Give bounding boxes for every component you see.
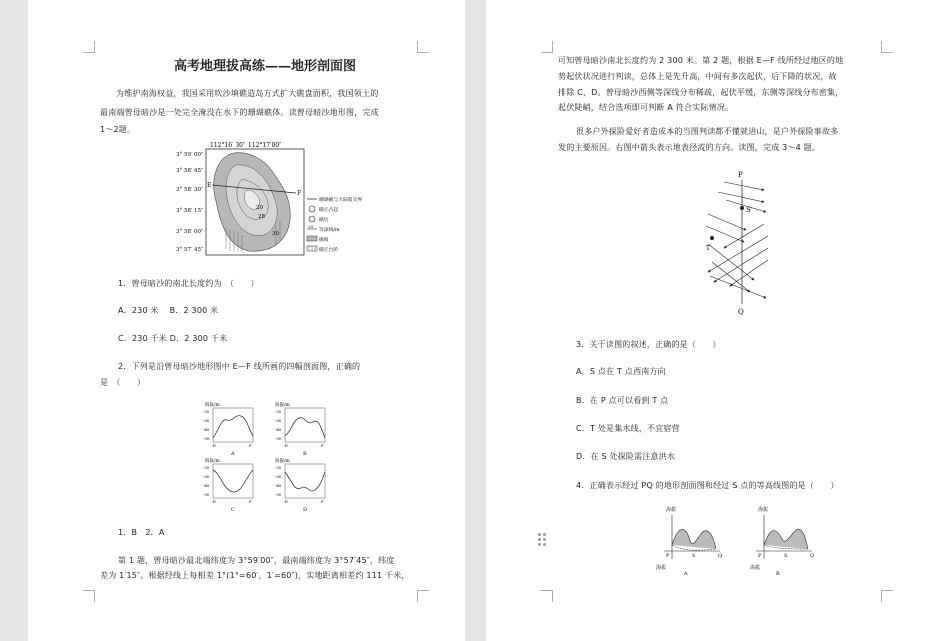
q3-option: B．在 P 点可以看到 T 点 <box>576 396 669 405</box>
lon-label: 112°16′ 30″ <box>210 142 246 149</box>
profile-chart-a <box>203 401 253 457</box>
legend-item: 珊瑚礁与大陆架交界 <box>319 198 363 203</box>
q3-option: A．S 点在 T 点西南方向 <box>576 367 666 376</box>
x-axis-label: 海拔 <box>656 565 667 571</box>
lat-label: 3° 58′ 00″ <box>176 229 204 235</box>
axis-title: 海拔/m <box>205 403 220 408</box>
point-label: Q <box>810 553 815 559</box>
point-t-marker <box>710 236 714 240</box>
end-label: E <box>213 443 216 448</box>
q3-stem: 3．关于读图的叙述，正确的是（ ） <box>576 340 721 349</box>
legend-item: 等深线/m <box>319 228 340 233</box>
axis-title: 海拔/m <box>275 459 290 464</box>
crop-mark <box>541 41 553 53</box>
answer-line: 1．B 2．A <box>118 528 165 537</box>
point-s: S <box>746 206 751 214</box>
profile-label: B <box>303 451 307 457</box>
tick-label: -40 <box>203 427 210 432</box>
q4-figure-a <box>656 506 722 577</box>
tick-label: -30 <box>203 474 210 479</box>
q1-options: A．230 米 B．2 300 米 <box>118 306 219 315</box>
q1-stem: 1．曾母暗沙的南北长度约为 （ ） <box>118 279 259 288</box>
point-p: P <box>738 171 743 179</box>
tick-label: -50 <box>275 436 282 441</box>
end-label: F <box>321 499 324 504</box>
q3-option: C．T 处是集水线，不宜宿营 <box>576 424 680 433</box>
end-label: E <box>285 443 288 448</box>
legend-item: 礁坡 <box>319 238 329 243</box>
point-s-marker <box>740 206 744 210</box>
profile-label: D <box>303 507 308 513</box>
crop-mark <box>83 41 95 53</box>
point-q: Q <box>738 308 744 316</box>
legend-sample: 20 <box>308 224 314 229</box>
q4-figure-b <box>750 506 814 577</box>
tick-label: -50 <box>203 492 210 497</box>
runoff-diagram <box>704 168 774 316</box>
point-label: S <box>692 553 696 559</box>
lat-label: 3° 57′ 45″ <box>176 247 204 253</box>
q2-stem: 是 （ ） <box>100 378 146 387</box>
crop-mark <box>541 590 553 602</box>
explanation-line: 差为 1′15″。根据经线上每相差 1°(1°=60′，1′=60″)，实地距离相差约 111 千米， <box>100 571 410 580</box>
end-label: F <box>249 443 252 448</box>
end-label: F <box>249 499 252 504</box>
q1-options: C．230 千米 D．2 300 千米 <box>118 334 228 343</box>
tick-label: -50 <box>203 436 210 441</box>
contour-label: 30 <box>272 231 279 237</box>
crop-mark <box>417 41 429 53</box>
lat-label: 3° 58′ 15″ <box>176 208 204 214</box>
legend-item: 礁坑 <box>319 218 329 223</box>
continued-line: 可知曾母暗沙南北长度约为 2 300 米。第 2 题，根据 E—F 线所经过地区的地 <box>558 56 844 65</box>
q3-option: D．在 S 处探险需注意洪水 <box>576 452 676 461</box>
end-label: E <box>285 499 288 504</box>
right-page <box>486 0 926 641</box>
lon-label: 112°17′00″ <box>248 142 282 149</box>
end-label: E <box>213 499 216 504</box>
y-axis-label: 海拔 <box>758 507 769 513</box>
tick-label: -50 <box>275 492 282 497</box>
lat-label: 3° 58′ 30″ <box>176 187 204 193</box>
legend-item: 礁丘台阶 <box>319 248 339 253</box>
point-label: P <box>666 553 670 559</box>
x-axis-label: 海拔 <box>750 565 761 571</box>
continued-line: 起伏陡峭，结合选项即可判断 A 符合实际情况。 <box>558 103 734 112</box>
intro-line: 为维护南海权益，我国采用吹沙填礁造岛方式扩大礁盘面积，我国领土的 <box>116 89 379 98</box>
axis-title: 海拔/m <box>205 459 220 464</box>
crop-mark <box>881 590 893 602</box>
q2-stem: 2．下列是沿曾母暗沙地形图中 E—F 线所画的四幅剖面图，正确的 <box>118 362 361 371</box>
lat-label: 3° 59′ 00″ <box>176 152 204 158</box>
point-label: F <box>297 190 302 197</box>
explanation-line: 第 1 题，曾母暗沙最北端纬度为 3°59′00″，最南端纬度为 3°57′45″，纬度 <box>118 556 395 565</box>
intro-line: 最南端曾母暗沙是一处完全淹没在水下的珊瑚礁体。读曾母暗沙地形图，完成 <box>100 108 379 117</box>
point-label: E <box>207 182 212 189</box>
legend-item: 礁丘凸起 <box>319 208 339 213</box>
tick-label: -30 <box>275 474 282 479</box>
contour-label: 20 <box>256 205 263 211</box>
profile-chart-b <box>275 401 325 457</box>
reef-map-figure <box>176 141 363 259</box>
tick-label: -20 <box>203 465 210 470</box>
figure-label: B <box>776 571 780 577</box>
intro-line: 发的主要原因。右图中箭头表示地表径流的方向。读图，完成 3～4 题。 <box>558 143 821 152</box>
drag-handle-icon[interactable] <box>538 533 546 547</box>
profile-label: A <box>231 451 235 457</box>
intro-line: 1～2题。 <box>100 125 136 134</box>
crop-mark <box>881 41 893 53</box>
continued-line: 排除 C、D。曾母暗沙西侧等深线分布稀疏，起伏平缓，东侧等深线分布密集， <box>558 88 844 97</box>
tick-label: -30 <box>275 418 282 423</box>
q4-figures <box>654 505 824 577</box>
crop-mark <box>83 590 95 602</box>
point-label: P <box>758 553 762 559</box>
point-t: T <box>706 245 711 252</box>
figure-label: A <box>684 571 688 577</box>
tick-label: -40 <box>275 483 282 488</box>
left-page <box>28 0 465 641</box>
axis-title: 海拔/m <box>275 403 290 408</box>
tick-label: -20 <box>203 409 210 414</box>
map-legend <box>307 196 362 253</box>
intro-line: 很多户外探险爱好者造成本的当图判读都不懂就进山，是户外探险事故多 <box>576 127 839 136</box>
lat-label: 3° 58′ 45″ <box>176 168 204 174</box>
tick-label: -20 <box>275 409 282 414</box>
end-label: F <box>321 443 324 448</box>
page-title: 高考地理拔高练——地形剖面图 <box>174 59 357 74</box>
point-label: S <box>784 553 788 559</box>
profile-chart-c <box>203 457 253 513</box>
contour-label: 28 <box>258 214 265 220</box>
profile-chart-d <box>275 457 325 513</box>
y-axis-label: 海拔 <box>666 507 677 513</box>
profile-label: C <box>231 507 235 513</box>
point-label: Q <box>718 553 723 559</box>
tick-label: -30 <box>203 418 210 423</box>
crop-mark <box>417 590 429 602</box>
tick-label: -20 <box>275 465 282 470</box>
q4-stem: 4．正确表示经过 PQ 的地形剖面图和经过 S 点的等高线图的是（ ） <box>576 481 839 490</box>
continued-line: 势起伏状况进行判读，总体上是先升高，中间有多次起伏，后下降的状况，故 <box>558 72 837 81</box>
profile-figures <box>203 400 333 515</box>
tick-label: -40 <box>275 427 282 432</box>
tick-label: -40 <box>203 483 210 488</box>
